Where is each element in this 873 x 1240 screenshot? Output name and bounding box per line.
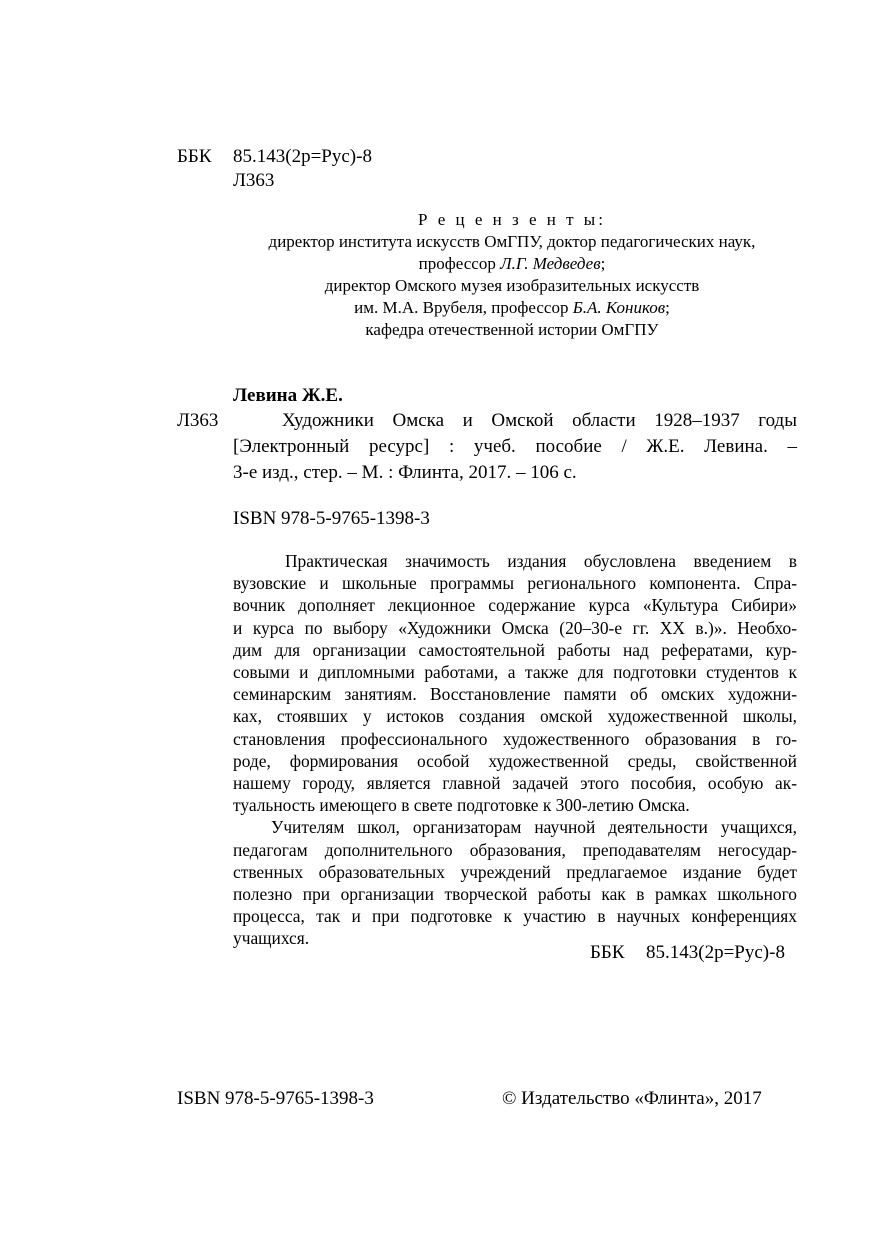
record-author-mark: Л363 (177, 410, 219, 431)
annotation-line: ках, стоявших у истоков создания омской художественной школы, (233, 706, 797, 727)
annotation-line: ственных образовательных учреждений предлагаемое издание будет (233, 861, 797, 882)
reviewer-line (160, 253, 864, 275)
annotation-line: роде, формирования особой художественной среды, свойственной (233, 750, 797, 771)
annotation-line: вочник дополняет лекционное содержание курса «Культура Сибири» (233, 595, 797, 616)
annotation-line: нашему городу, является главной задачей этого пособия, особую ак- (233, 773, 797, 794)
reviewer-separator: ; (600, 254, 606, 273)
annotation-line: и курса по выбору «Художники Омска (20–30-е гг. XX в.)». Необхо- (233, 617, 797, 638)
annotation-line: Практическая значимость издания обусловлена введением в (285, 551, 797, 571)
bbk-label: ББК (590, 942, 625, 963)
annotation-line: полезно при организации творческой работы как в рамках школьного (233, 884, 797, 905)
annotation-line: совыми и дипломными работами, а также для подготовки студентов к (233, 662, 797, 683)
annotation-line: учащихся. (233, 928, 310, 949)
reviewer-role: им. М.А. Врубеля, профессор (354, 298, 573, 317)
reviewer-line (160, 297, 864, 319)
reviewer-separator: ; (665, 298, 670, 317)
annotation-line: вузовские и школьные программы регионального компонента. Спра- (233, 573, 797, 594)
bbk-label: ББК (177, 146, 212, 167)
record-isbn: ISBN 978-5-9765-1398-3 (233, 508, 430, 529)
annotation-line: педагогам дополнительного образования, преподавателям негосудар- (233, 839, 797, 860)
record-title-line: 3-е изд., стер. – М. : Флинта, 2017. – 106 с. (233, 462, 577, 483)
bbk-footer-annotation (590, 942, 785, 964)
reviewers-block (160, 209, 864, 341)
footer-copyright: © Издательство «Флинта», 2017 (502, 1088, 762, 1109)
bbk-code: 85.143(2р=Рус)-8 (233, 146, 372, 167)
record-author: Левина Ж.Е. (233, 385, 343, 406)
annotation-line: Учителям школ, организаторам научной деятельности учащихся, (271, 817, 797, 838)
record-title-line: Художники Омска и Омской области 1928–1937 годы (282, 410, 797, 431)
author-mark-header: Л363 (233, 170, 275, 191)
reviewer-line: директор Омского музея изобразительных искусств (324, 276, 700, 295)
annotation (233, 550, 797, 950)
footer-isbn: ISBN 978-5-9765-1398-3 (177, 1088, 374, 1109)
reviewer-name: Б.А. Коников (572, 298, 666, 317)
annotation-line: дим для организации самостоятельной работы над рефератами, кур- (233, 639, 797, 660)
reviewer-name: Л.Г. Медведев (500, 254, 601, 273)
annotation-line: семинарским занятиям. Восстановление памяти об омских художни- (233, 684, 797, 705)
reviewer-line: кафедра отечественной истории ОмГПУ (365, 320, 659, 339)
annotation-line: процесса, так и при подготовке к участию в научных конференциях (233, 906, 797, 927)
annotation-line: туальность имеющего в свете подготовке к 300-летию Омска. (233, 795, 690, 816)
annotation-line: становления профессионального художественного образования в го- (233, 728, 797, 749)
reviewer-line: директор института искусств ОмГПУ, доктор педагогических наук, (268, 232, 756, 251)
reviewers-title: Р е ц е н з е н т ы: (418, 210, 606, 229)
bbk-header (177, 146, 372, 168)
reviewer-role: профессор (418, 254, 501, 273)
bbk-code: 85.143(2р=Рус)-8 (646, 942, 785, 963)
record-title-line: [Электронный ресурс] : учеб. пособие / Ж.Е. Левина. – (233, 436, 797, 457)
